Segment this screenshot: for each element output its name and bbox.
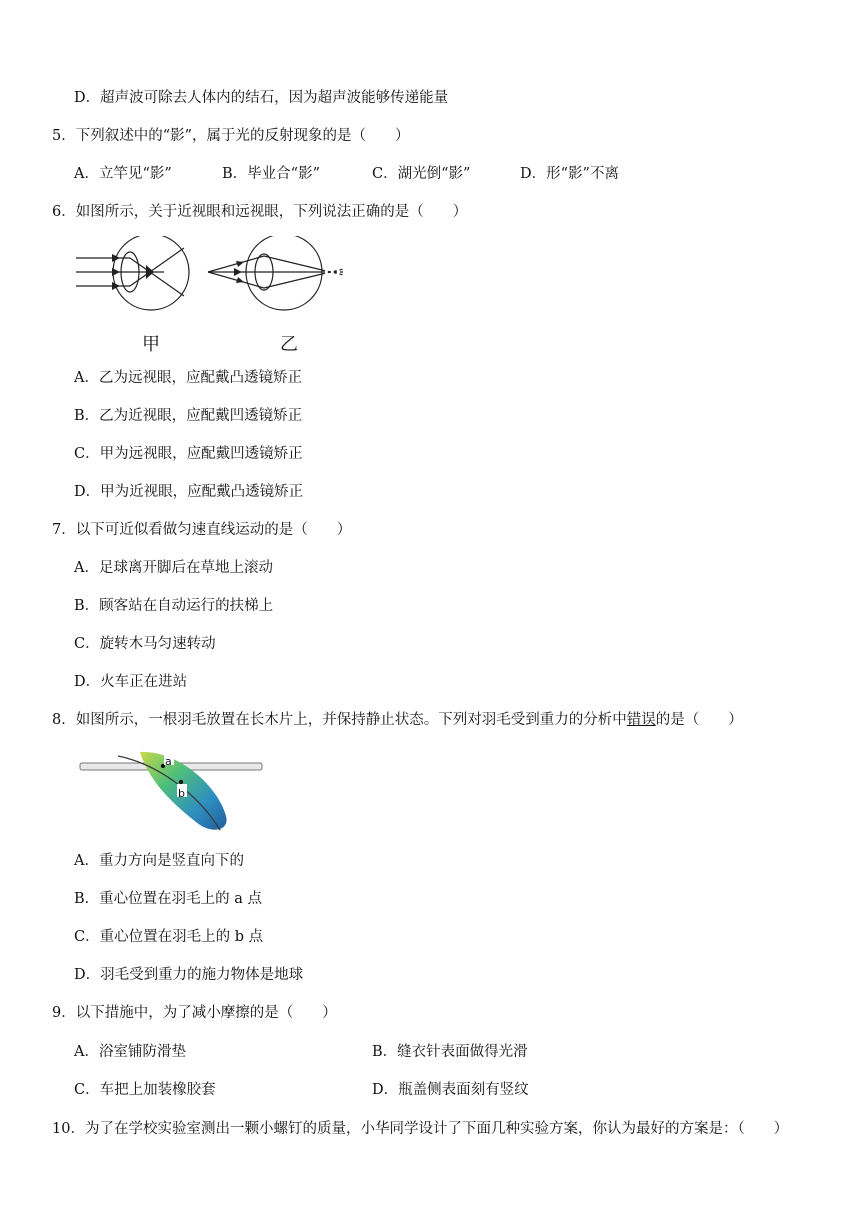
eye-diagram [76,236,356,316]
q7-option-d: D．火车正在进站 [74,674,188,690]
q6-option-a: A．乙为远视眼，应配戴凸透镜矫正 [74,370,302,386]
q6-stem: 6．如图所示，关于近视眼和远视眼，下列说法正确的是（ ） [52,204,468,220]
q8-option-c: C．重心位置在羽毛上的 b 点 [74,929,264,945]
q8-stem [52,710,743,730]
eye-yi [208,236,344,310]
q9-option-d: D．瓶盖侧表面刻有竖纹 [372,1082,529,1098]
q10-stem: 10．为了在学校实验室测出一颗小螺钉的质量，小华同学设计了下面几种实验方案，你认为最好的方案是：（ ） [52,1121,789,1137]
q8-underlined-word: 错误 [626,712,656,728]
q9-option-a: A．浴室铺防滑垫 [74,1044,186,1060]
q5-option-d: D．形“影”不离 [520,166,619,182]
q4-option-d: D．超声波可除去人体内的结石，因为超声波能够传递能量 [74,90,449,106]
q8-option-a: A．重力方向是竖直向下的 [74,853,244,869]
feather-label-b: b [178,787,185,800]
q8-stem-end: 的是（ ） [655,712,743,728]
eye-label-yi: 乙 [280,334,298,355]
q5-option-b: B．毕业合“影” [222,166,320,182]
q7-option-b: B．顾客站在自动运行的扶梯上 [74,598,274,614]
q8-option-d: D．羽毛受到重力的施力物体是地球 [74,967,304,983]
feather-figure [78,746,268,836]
q5-stem: 5．下列叙述中的“影”，属于光的反射现象的是（ ） [52,128,410,144]
q6-option-b: B．乙为近视眼，应配戴凹透镜矫正 [74,408,303,424]
q7-option-a: A．足球离开脚后在草地上滚动 [74,560,273,576]
q5-option-c: C．湖光倒“影” [372,166,471,182]
feather-label-a: a [165,755,172,768]
q8-option-b: B．重心位置在羽毛上的 a 点 [74,891,263,907]
q7-option-c: C．旋转木马匀速转动 [74,636,216,652]
q8-stem-text: 8．如图所示，一根羽毛放置在长木片上，并保持静止状态。下列对羽毛受到重力的分析中 [52,712,627,728]
q6-option-d: D．甲为近视眼，应配戴凸透镜矫正 [74,484,304,500]
q6-option-c: C．甲为远视眼，应配戴凹透镜矫正 [74,446,303,462]
eye-label-jia: 甲 [142,334,160,355]
q9-option-c: C．车把上加装橡胶套 [74,1082,216,1098]
q7-stem: 7．以下可近似看做匀速直线运动的是（ ） [52,522,352,538]
eye-jia [76,236,189,310]
q5-option-a: A．立竿见“影” [74,166,172,182]
q9-stem: 9．以下措施中，为了减小摩擦的是（ ） [52,1005,337,1021]
q9-option-b: B．缝衣针表面做得光滑 [372,1044,528,1060]
